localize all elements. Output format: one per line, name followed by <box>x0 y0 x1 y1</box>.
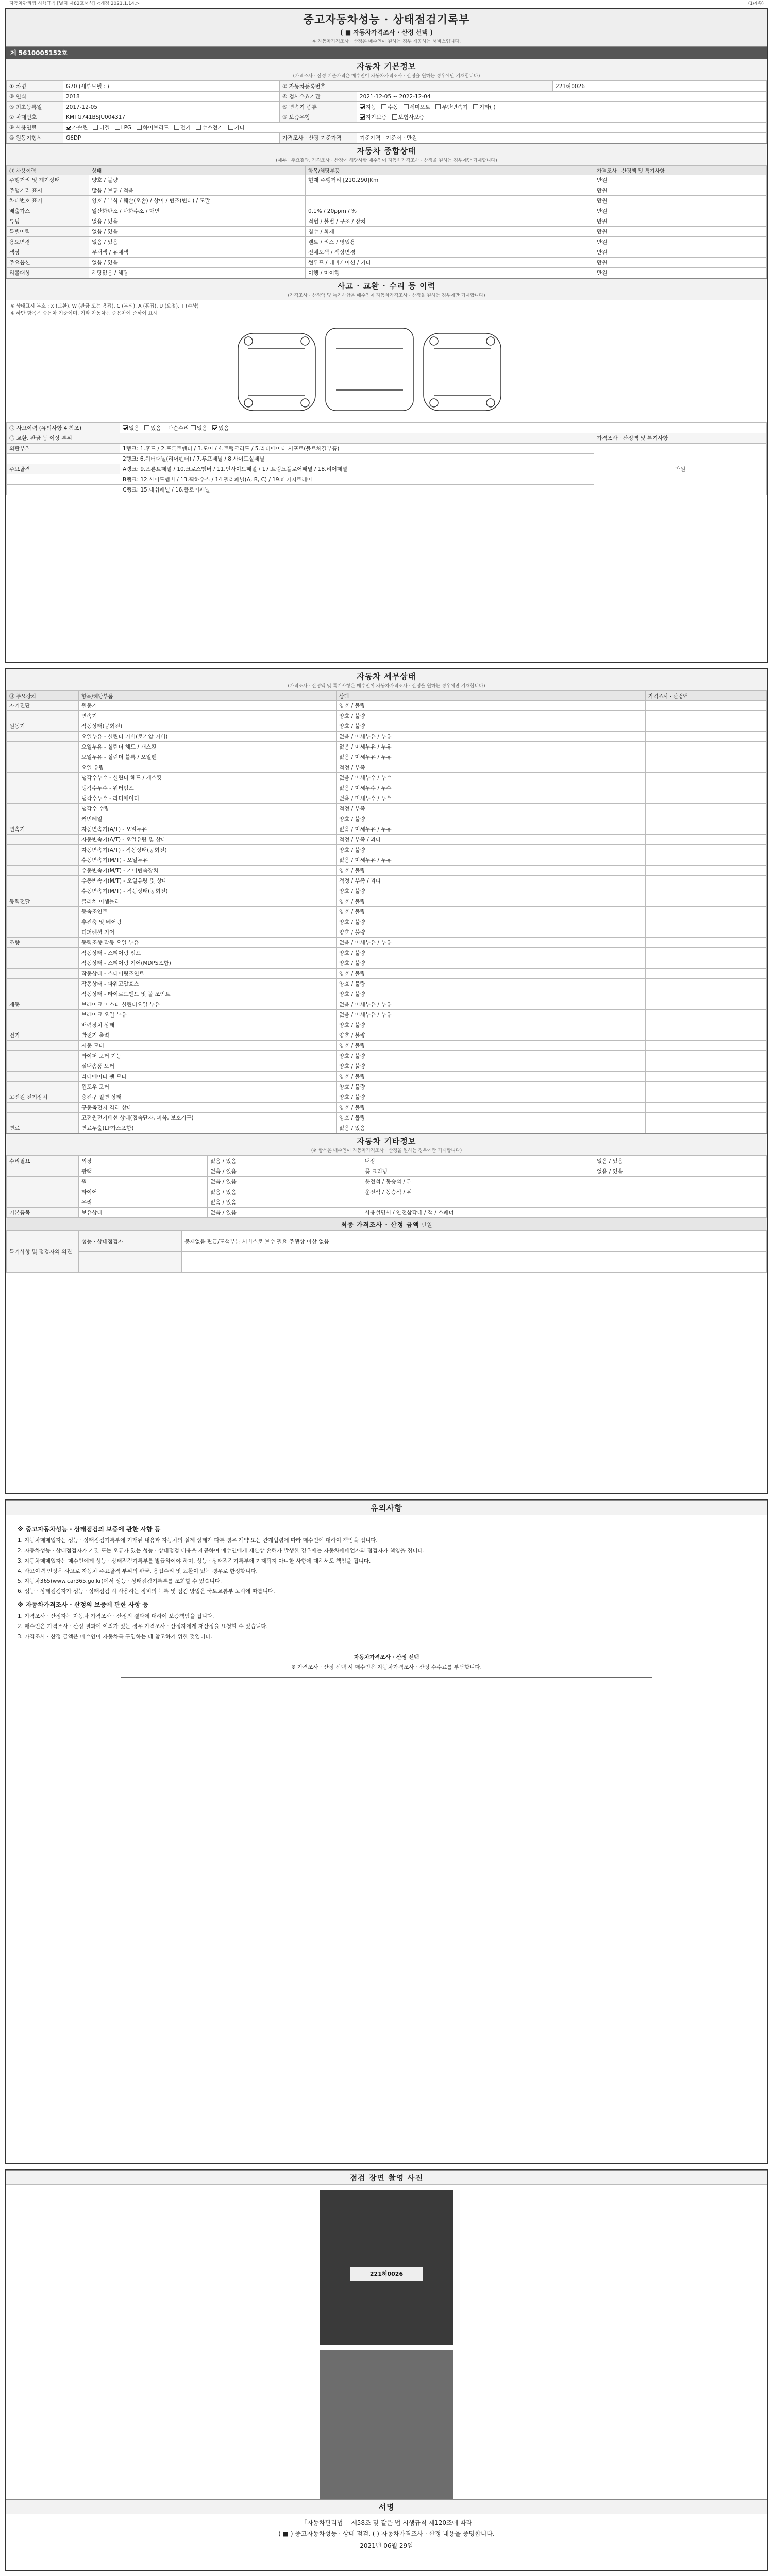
detail-row: 시동 모터 양호 / 불량 <box>7 1041 767 1051</box>
summary-row: 용도변경 없음 / 있음 렌트 / 리스 / 영업용 만원 <box>7 237 767 247</box>
title-note: ※ 자동차가격조사 · 산정은 매수인이 원하는 경우 제공하는 서비스입니다. <box>312 39 461 44</box>
others-row: 광택 없음 / 있음 룸 크리닝 없음 / 있음 <box>7 1166 767 1177</box>
detail-row: 조향 동력조향 작동 오일 누유 없음 / 미세누유 / 누유 <box>7 938 767 948</box>
sign-header: 서명 <box>6 2499 767 2514</box>
detail-header: 자동차 세부상태 (가격조사 · 산정액 및 특기사항은 매수인이 자동차가격조사 · 산정을 원하는 경우에만 기재합니다) <box>6 669 767 691</box>
summary-row: 튜닝 없음 / 있음 적법 / 불법 / 구조 / 장치 만원 <box>7 216 767 227</box>
sign-block: 「자동차관리법」 제58조 및 같은 법 시행규칙 제120조에 따라 ( ■ ) 중고자동차성능 · 상태 점검, ( ) 자동차가격조사 · 산정 내용을 증명합니다. 2021년 06월 29일 <box>278 2519 495 2549</box>
title-block <box>6 9 767 47</box>
detail-row: 자동변속기(A/T) - 오일유량 및 상태 적정 / 부족 / 과다 <box>7 835 767 845</box>
detail-row: 냉각수누수 - 워터펌프 없음 / 미세누수 / 누수 <box>7 783 767 793</box>
page-number: (1/4쪽) <box>748 1 764 6</box>
others-row: 수리필요 외장 없음 / 있음 내장 없음 / 있음 <box>7 1156 767 1166</box>
accident-table: ⑫ 사고이력 (유의사항 4 참조) 없음 있음 단순수리 없음 있음 ⑬ 교환, 판금 등 이상 부위 가격조사 · 산정액 및 특기사항 외판부위 1랭크: 1.후드 / 2.프론트펜더 / 3.도어 / 4.트렁크리드 / 5.라디에이터 서포트(볼트체결부품) 만원 2랭크: 6.쿼터패널(리어펜더) / 7.루프패널 / 8.사이드실패널 주요골격 A랭크: 9.프론트패널 / 10.크로스멤버 / 11.인사이드패널 / 17.트렁크플로어패널 / 18.리어패널 B랭크: 12.사이드멤버 / 13.휠하우스 / 14.필러패널(A, B, C) / 19.패키지트레이 C랭크: 15.대쉬패널 / 16.플로어패널 <box>6 422 767 495</box>
notice-item: 1. 가격조사 · 산정자는 자동차 가격조사 · 산정의 결과에 대하여 보증책임을 집니다. <box>18 1613 214 1620</box>
detail-row: 오일누유 - 실린더 커버(로커암 커버) 없음 / 미세누유 / 누유 <box>7 732 767 742</box>
detail-row: 라디에이터 팬 모터 양호 / 불량 <box>7 1072 767 1082</box>
detail-row: 수동변속기(M/T) - 기어변속장치 양호 / 불량 <box>7 866 767 876</box>
checkbox <box>360 104 365 109</box>
detail-row: 오일누유 - 실린더 블록 / 오일팬 없음 / 미세누유 / 누유 <box>7 752 767 762</box>
detail-row: 고전원 전기장치 충전구 절연 상태 양호 / 불량 <box>7 1092 767 1103</box>
car-name: G70 (세부모델 : ) <box>63 81 280 92</box>
notice-item: 2. 매수인은 가격조사 · 산정 결과에 이의가 있는 경우 가격조사 · 산정자에게 재산정을 요청할 수 있습니다. <box>18 1623 268 1630</box>
vin: KMTG741BSJU004317 <box>63 112 280 123</box>
detail-row: 커먼레일 양호 / 불량 <box>7 814 767 824</box>
detail-row: 전기 발전기 출력 양호 / 불량 <box>7 1030 767 1041</box>
detail-row: 원동기 작동상태(공회전) 양호 / 불량 <box>7 721 767 732</box>
summary-row: 주행거리 표시 많음 / 보통 / 적음 만원 <box>7 185 767 196</box>
accident-header: 사고 · 교환 · 수리 등 이력 (가격조사 · 산정액 및 특기사항은 매수인이 자동차가격조사 · 산정을 원하는 경우에만 기재합니다) <box>6 278 767 300</box>
detail-row: 자동변속기(A/T) - 작동상태(공회전) 양호 / 불량 <box>7 845 767 855</box>
summary-row: 색상 무채색 / 유채색 전체도색 / 색상변경 만원 <box>7 247 767 258</box>
summary-row: 차대번호 표기 양호 / 부식 / 훼손(오손) / 상이 / 변조(변타) / 도말 만원 <box>7 196 767 206</box>
detail-row: 작동상태 - 스티어링조인트 양호 / 불량 <box>7 969 767 979</box>
detail-row: 추진축 및 베어링 양호 / 불량 <box>7 917 767 927</box>
detail-row: 작동상태 - 스티어링 펌프 양호 / 불량 <box>7 948 767 958</box>
notice-item: 4. 사고이력 인정은 사고로 자동차 주요골격 부위의 판금, 용접수리 및 교환이 있는 경우로 한정합니다. <box>18 1568 258 1574</box>
page-1 <box>5 8 768 663</box>
inspection-photo-1 <box>320 2190 453 2345</box>
detail-row: 제동 브레이크 마스터 실린더오일 누유 없음 / 미세누유 / 누유 <box>7 999 767 1010</box>
notice-item: 1. 자동차매매업자는 성능 · 상태점검기록부에 기재된 내용과 자동차의 실제 상태가 다른 경우 계약 또는 관계법령에 따라 매수인에 대하여 책임을 집니다. <box>18 1537 378 1544</box>
notices: ※ 중고자동차성능 · 상태점검의 보증에 관한 사항 등 1. 자동차매매업자는 성능 · 상태점검기록부에 기재된 내용과 자동차의 실제 상태가 다른 경우 계약 또는 관계법령에 따라 매수인에 대하여 책임을 집니다. 2. 자동차성능 · 상태점검자가 거짓 또는 오류가 있는 성능 · 상태점검 내용을 제공하여 매수인에게 재산상 손해가 발생한 경우에는 자동차매매업자와 점검자가 책임을 집니다. 3. 자동차매매업자는 매수인에게 성능 · 상태점검기록부를 발급하여야 하며, 성능 · 상태점검기록부에 기재되지 아니한 사항에 대해서도 책임을 집니다. 4. 사고이력 인정은 사고로 자동차 주요골격 부위의 판금, 용접수리 및 교환이 있는 경우로 한정합니다. 5. 자동차365(www.car365.go.kr)에서 성능 · 상태점검기록부를 조회할 수 있습니다. 6. 성능 · 상태점검자가 성능 · 상태점검 시 사용하는 장비의 목록 및 점검 방법은 국토교통부 고시에 따릅니다. ※ 자동차가격조사 · 산정의 보증에 관한 사항 등 1. 가격조사 · 산정자는 자동차 가격조사 · 산정의 결과에 대하여 보증책임을 집니다. 2. 매수인은 가격조사 · 산정 결과에 이의가 있는 경우 가격조사 · 산정자에게 재산정을 요청할 수 있습니다. 3. 가격조사 · 산정 금액은 매수인이 자동차를 구입하는 데 참고하기 위한 것입니다. 자동차가격조사 · 산정 선택 ※ 가격조사 · 산정 선택 시 매수인은 자동차가격조사 · 산정 수수료를 부담합니다. <box>6 1515 767 1690</box>
inspection-photo-2 <box>320 2350 453 2499</box>
basic-table: ① 차명 G70 (세부모델 : ) ② 자동차등록번호 221허0026 ③ 연식 2018 ④ 검사유효기간 2021-12-05 ~ 2022-12-04 ⑤ 최초등록일 2017-12-05 ⑥ 변속기 종류 자동 수동 세미오토 무단변속기 기타( ) ⑦ 차대번호 KMTG741BSJU004317 ⑧ 보증유형 자가보증 보험사보증 ⑨ 사용연료 가솔린 디젤 LPG 하이브리드 전기 수소전기 기타 ⑩ 원동기형식 G6DP 가격조사 · 산정 기준가격 기준가격 · 기준서 · 만원 <box>6 81 767 143</box>
price-selection-box: 자동차가격조사 · 산정 선택 ※ 가격조사 · 산정 선택 시 매수인은 자동차가격조사 · 산정 수수료를 부담합니다. <box>121 1649 652 1679</box>
others-row: 유리 없음 / 있음 <box>7 1197 767 1208</box>
detail-row: 오일 유량 적정 / 부족 <box>7 762 767 773</box>
detail-row: 윈도우 모터 양호 / 불량 <box>7 1082 767 1092</box>
detail-row: 수동변속기(M/T) - 작동상태(공회전) 양호 / 불량 <box>7 886 767 896</box>
others-row: 기본품목 보유상태 없음 / 있음 사용설명서 / 안전삼각대 / 잭 / 스패너 <box>7 1208 767 1218</box>
page-4 <box>5 2169 768 2571</box>
special-table: 특기사항 및 점검자의 의견 성능 · 상태점검자 문제없음 판금/도색부분 서비스로 보수 필요 주행상 이상 없음 <box>6 1231 767 1273</box>
detail-row: 연료 연료누출(LP가스포함) 없음 / 있음 <box>7 1123 767 1133</box>
summary-header: 자동차 종합상태 (세부 · 주요결과, 가격조사 · 산정에 해당사항 매수인이 자동차가격조사 · 산정을 원하는 경우에만 기재합니다) <box>6 143 767 165</box>
detail-row: 수동변속기(M/T) - 오일누유 없음 / 미세누유 / 누유 <box>7 855 767 866</box>
detail-row: 등속조인트 양호 / 불량 <box>7 907 767 917</box>
others-row: 휠 없음 / 있음 운전석 / 동승석 / 뒤 <box>7 1177 767 1187</box>
document-subtitle: ( ■ 자동차가격조사 · 산정 선택 ) <box>340 29 433 36</box>
detail-row: 배력장치 상태 양호 / 불량 <box>7 1020 767 1030</box>
notice-item: 3. 가격조사 · 산정 금액은 매수인이 자동차를 구입하는 데 참고하기 위한 것입니다. <box>18 1633 212 1640</box>
notice-item: 3. 자동차매매업자는 매수인에게 성능 · 상태점검기록부를 발급하여야 하며, 성능 · 상태점검기록부에 기재되지 아니한 사항에 대해서도 책임을 집니다. <box>18 1557 371 1564</box>
notice-item: 5. 자동차365(www.car365.go.kr)에서 성능 · 상태점검기록부를 조회할 수 있습니다. <box>18 1578 222 1585</box>
detail-table: ⑭ 주요장치 항목/해당부품 상태 가격조사 · 산정액 자기진단 원동기 양호 / 불량 변속기 양호 / 불량 원동기 작동상태(공회전) 양호 / 불량 오일누유 - 실린더 커버(로커암 커버) 없음 / 미세누유 / 누유 오일누유 - 실린더 헤드 / 개스킷 없음 / 미세누유 / 누유 오일누유 - 실린더 블록 / 오일팬 없음 / 미세누유 / 누유 오일 유량 적정 / 부족 냉각수누수 - 실린더 헤드 / 개스킷 없음 / 미세누수 / 누수 냉각수누수 - 워터펌프 없음 / 미세누수 / 누수 냉각수누수 - 라디에이터 없음 / 미세누수 / 누수 냉각수 수량 적정 / 부족 커먼레일 양호 / 불량 변속기 자동변속기(A/T) - 오일누유 없음 / 미세누유 / 누유 자동변속기(A/T) - 오일유량 및 상태 적정 / 부족 / 과다 자동변속기(A/T) - 작동상태(공회전) 양호 / 불량 수동변속기(M/T) - 오일누유 없음 / 미세누유 / 누유 수동변속기(M/T) - 기어변속장치 양호 / 불량 수동변속기(M/T) - 오일유량 및 상태 적정 / 부족 / 과다 수동변속기(M/T) - 작동상태(공회전) 양호 / 불량 동력전달 클러치 어셈블리 양호 / 불량 등속조인트 양호 / 불량 추진축 및 베어링 양호 / 불량 디퍼렌셜 기어 양호 / 불량 조향 동력조향 작동 오일 누유 없음 / 미세누유 / 누유 작동상태 - 스티어링 펌프 양호 / 불량 작동상태 - 스티어링 기어(MDPS포함) 양호 / 불량 작동상태 - 스티어링조인트 양호 / 불량 작동상태 - 파워고압호스 양호 / 불량 작동상태 - 타이로드엔드 및 볼 조인트 양호 / 불량 제동 브레이크 마스터 실린더오일 누유 없음 / 미세누유 / 누유 브레이크 오일 누유 없음 / 미세누유 / 누유 배력장치 상태 양호 / 불량 전기 발전기 출력 양호 / 불량 시동 모터 양호 / 불량 와이퍼 모터 기능 양호 / 불량 실내송풍 모터 양호 / 불량 라디에이터 팬 모터 양호 / 불량 윈도우 모터 양호 / 불량 고전원 전기장치 충전구 절연 상태 양호 / 불량 구동축전지 격리 상태 양호 / 불량 고전원전기배선 상태(접속단자, 피복, 보호기구) 양호 / 불량 연료 연료누출(LP가스포함) 없음 / 있음 <box>6 691 767 1133</box>
detail-row: 자기진단 원동기 양호 / 불량 <box>7 701 767 711</box>
page-2 <box>5 668 768 1494</box>
detail-row: 변속기 양호 / 불량 <box>7 711 767 721</box>
detail-row: 동력전달 클러치 어셈블리 양호 / 불량 <box>7 896 767 907</box>
summary-row: 주요옵션 없음 / 있음 썬루프 / 네비게이션 / 기타 만원 <box>7 258 767 268</box>
summary-row: 특별이력 없음 / 있음 침수 / 화재 만원 <box>7 227 767 237</box>
others-table <box>6 1156 767 1218</box>
summary-table: ⑪ 사용이력 상태 항목/해당부품 가격조사 · 산정액 및 특기사항 주행거리 및 계기상태 양호 / 불량 현재 주행거리 [210,290]Km 만원 주행거리 표시 많음 / 보통 / 적음 만원 차대번호 표기 양호 / 부식 / 훼손(오손) / 상이 / 변조(변타) / 도말 만원 배출가스 일산화탄소 / 탄화수소 / 매연 0.1% / 20ppm / % 만원 튜닝 없음 / 있음 적법 / 불법 / 구조 / 장치 만원 특별이력 없음 / 있음 침수 / 화재 만원 용도변경 없음 / 있음 렌트 / 리스 / 영업용 만원 색상 무채색 / 유채색 전체도색 / 색상변경 만원 주요옵션 없음 / 있음 썬루프 / 네비게이션 / 기타 만원 리콜대상 해당없음 / 해당 이행 / 미이행 만원 <box>6 165 767 278</box>
page-3 <box>5 1499 768 2164</box>
detail-row: 냉각수 수량 적정 / 부족 <box>7 804 767 814</box>
plate-number: 221허0026 <box>553 81 767 92</box>
summary-row: 리콜대상 해당없음 / 해당 이행 / 미이행 만원 <box>7 268 767 278</box>
detail-row: 고전원전기배선 상태(접속단자, 피복, 보호기구) 양호 / 불량 <box>7 1113 767 1123</box>
detail-row: 수동변속기(M/T) - 오일유량 및 상태 적정 / 부족 / 과다 <box>7 876 767 886</box>
legend: ※ 상태표시 부호 : X (교환), W (판금 또는 용접), C (부식), A (흠집), U (요철), T (손상) ※ 하단 항목은 승용차 기준이며, 기타 자동차는 승용차에 준하여 표시 <box>10 303 199 316</box>
detail-row: 실내송풍 모터 양호 / 불량 <box>7 1061 767 1072</box>
form-reference: 자동차관리법 시행규칙 [별지 제82호서식] <개정 2021.1.14.> <box>9 1 140 6</box>
total-row: 최종 가격조사 · 산정 금액 만원 <box>6 1218 767 1231</box>
others-header: 자동차 기타정보 (※ 항목은 매수인이 자동차가격조사 · 산정을 원하는 경우에만 기재합니다) <box>6 1133 767 1156</box>
detail-row: 오일누유 - 실린더 헤드 / 개스킷 없음 / 미세누유 / 누유 <box>7 742 767 752</box>
detail-row: 작동상태 - 타이로드엔드 및 볼 조인트 양호 / 불량 <box>7 989 767 999</box>
notice-item: 2. 자동차성능 · 상태점검자가 거짓 또는 오류가 있는 성능 · 상태점검 내용을 제공하여 매수인에게 재산상 손해가 발생한 경우에는 자동차매매업자와 점검자가 책임을 집니다. <box>18 1547 425 1554</box>
basic-header: 자동차 기본정보 (가격조사 · 산정 기준가격은 매수인이 자동차가격조사 · 산정을 원하는 경우에만 기재합니다) <box>6 59 767 81</box>
notices-header: 유의사항 <box>6 1500 767 1515</box>
summary-row: 배출가스 일산화탄소 / 탄화수소 / 매연 0.1% / 20ppm / % 만원 <box>7 206 767 216</box>
detail-row: 냉각수누수 - 라디에이터 없음 / 미세누수 / 누수 <box>7 793 767 804</box>
detail-row: 냉각수누수 - 실린더 헤드 / 개스킷 없음 / 미세누수 / 누수 <box>7 773 767 783</box>
document-number: 제 5610005152호 <box>6 47 767 59</box>
detail-row: 구동축전지 격리 상태 양호 / 불량 <box>7 1103 767 1113</box>
summary-row: 주행거리 및 계기상태 양호 / 불량 현재 주행거리 [210,290]Km 만원 <box>7 175 767 185</box>
car-diagram <box>6 318 767 421</box>
detail-row: 작동상태 - 스티어링 기어(MDPS포함) 양호 / 불량 <box>7 958 767 969</box>
photo-header: 점검 장면 촬영 사진 <box>6 2170 767 2185</box>
notice-item: 6. 성능 · 상태점검자가 성능 · 상태점검 시 사용하는 장비의 목록 및 점검 방법은 국토교통부 고시에 따릅니다. <box>18 1588 275 1595</box>
detail-row: 와이퍼 모터 기능 양호 / 불량 <box>7 1051 767 1061</box>
top-form-line <box>0 0 773 7</box>
detail-row: 작동상태 - 파워고압호스 양호 / 불량 <box>7 979 767 989</box>
others-row: 타이어 없음 / 있음 운전석 / 동승석 / 뒤 <box>7 1187 767 1197</box>
detail-row: 브레이크 오일 누유 없음 / 미세누유 / 누유 <box>7 1010 767 1020</box>
photo-plate: 221허0026 <box>350 2267 423 2281</box>
document-title: 중고자동차성능 · 상태점검기록부 <box>303 13 470 26</box>
detail-row: 디퍼렌셜 기어 양호 / 불량 <box>7 927 767 938</box>
detail-row: 변속기 자동변속기(A/T) - 오일누유 없음 / 미세누유 / 누유 <box>7 824 767 835</box>
